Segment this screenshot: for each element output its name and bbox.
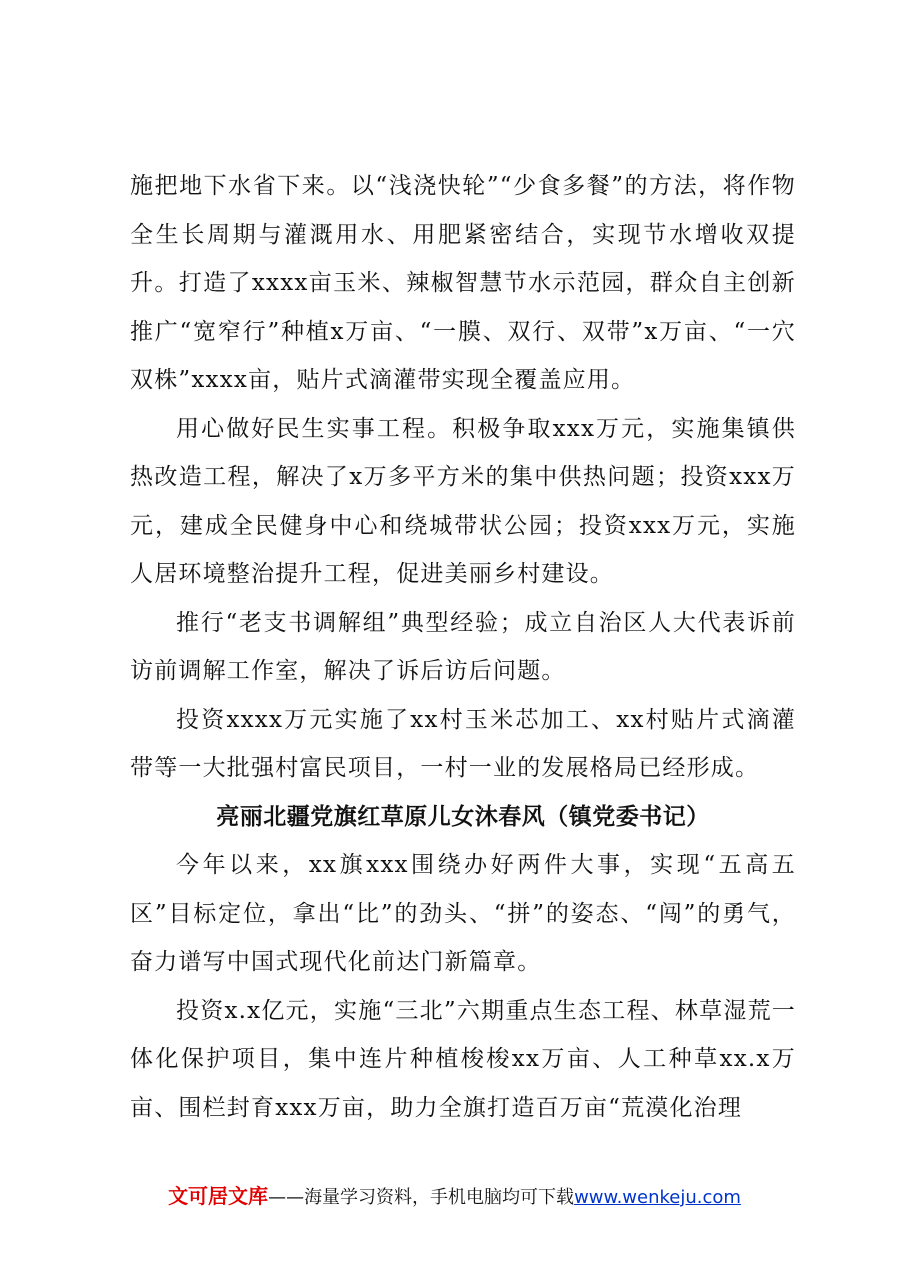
footer-url-link[interactable]: www.wenkeju.com	[574, 1187, 741, 1208]
document-body	[130, 162, 796, 1132]
paragraph-goals: 今年以来，xx旗xxx围绕办好两件大事，实现“五高五区”目标定位，拿出“比”的劲头、“拼”的姿态、“闯”的勇气，奋力谱写中国式现代化前达门新篇章。	[130, 852, 796, 975]
footer-separator: ——	[268, 1187, 305, 1208]
footer-brand: 文可居文库	[168, 1184, 269, 1208]
paragraph-mediation: 推行“老支书调解组”典型经验；成立自治区人大代表诉前访前调解工作室，解决了诉后访后问题。	[130, 609, 796, 684]
section-heading: 亮丽北疆党旗红草原儿女沐春风（镇党委书记）	[216, 802, 710, 830]
paragraph-village-projects: 投资xxxx万元实施了xx村玉米芯加工、xx村贴片式滴灌带等一大批强村富民项目，一村一业的发展格局已经形成。	[130, 706, 796, 781]
paragraph-livelihood-projects: 用心做好民生实事工程。积极争取xxx万元，实施集镇供热改造工程，解决了x万多平方米的集中供热问题；投资xxx万元，建成全民健身中心和绕城带状公园；投资xxx万元，实施人居环境整治提升工程，促进美丽乡村建设。	[130, 415, 796, 587]
page-footer	[0, 1183, 909, 1211]
footer-tagline: 海量学习资料，手机电脑均可下载	[304, 1187, 575, 1208]
paragraph-ecology: 投资x.x亿元，实施“三北”六期重点生态工程、林草湿荒一体化保护项目，集中连片种植梭梭xx万亩、人工种草xx.x万亩、围栏封育xxx万亩，助力全旗打造百万亩“荒漠化治理	[130, 997, 796, 1121]
paragraph-continued: 施把地下水省下来。以“浅浇快轮”“少食多餐”的方法，将作物全生长周期与灌溉用水、用肥紧密结合，实现节水增收双提升。打造了xxxx亩玉米、辣椒智慧节水示范园，群众自主创新推广“宽窄行”种植x万亩、“一膜、双行、双带”x万亩、“一穴双株”xxxx亩，贴片式滴灌带实现全覆盖应用。	[130, 173, 796, 393]
